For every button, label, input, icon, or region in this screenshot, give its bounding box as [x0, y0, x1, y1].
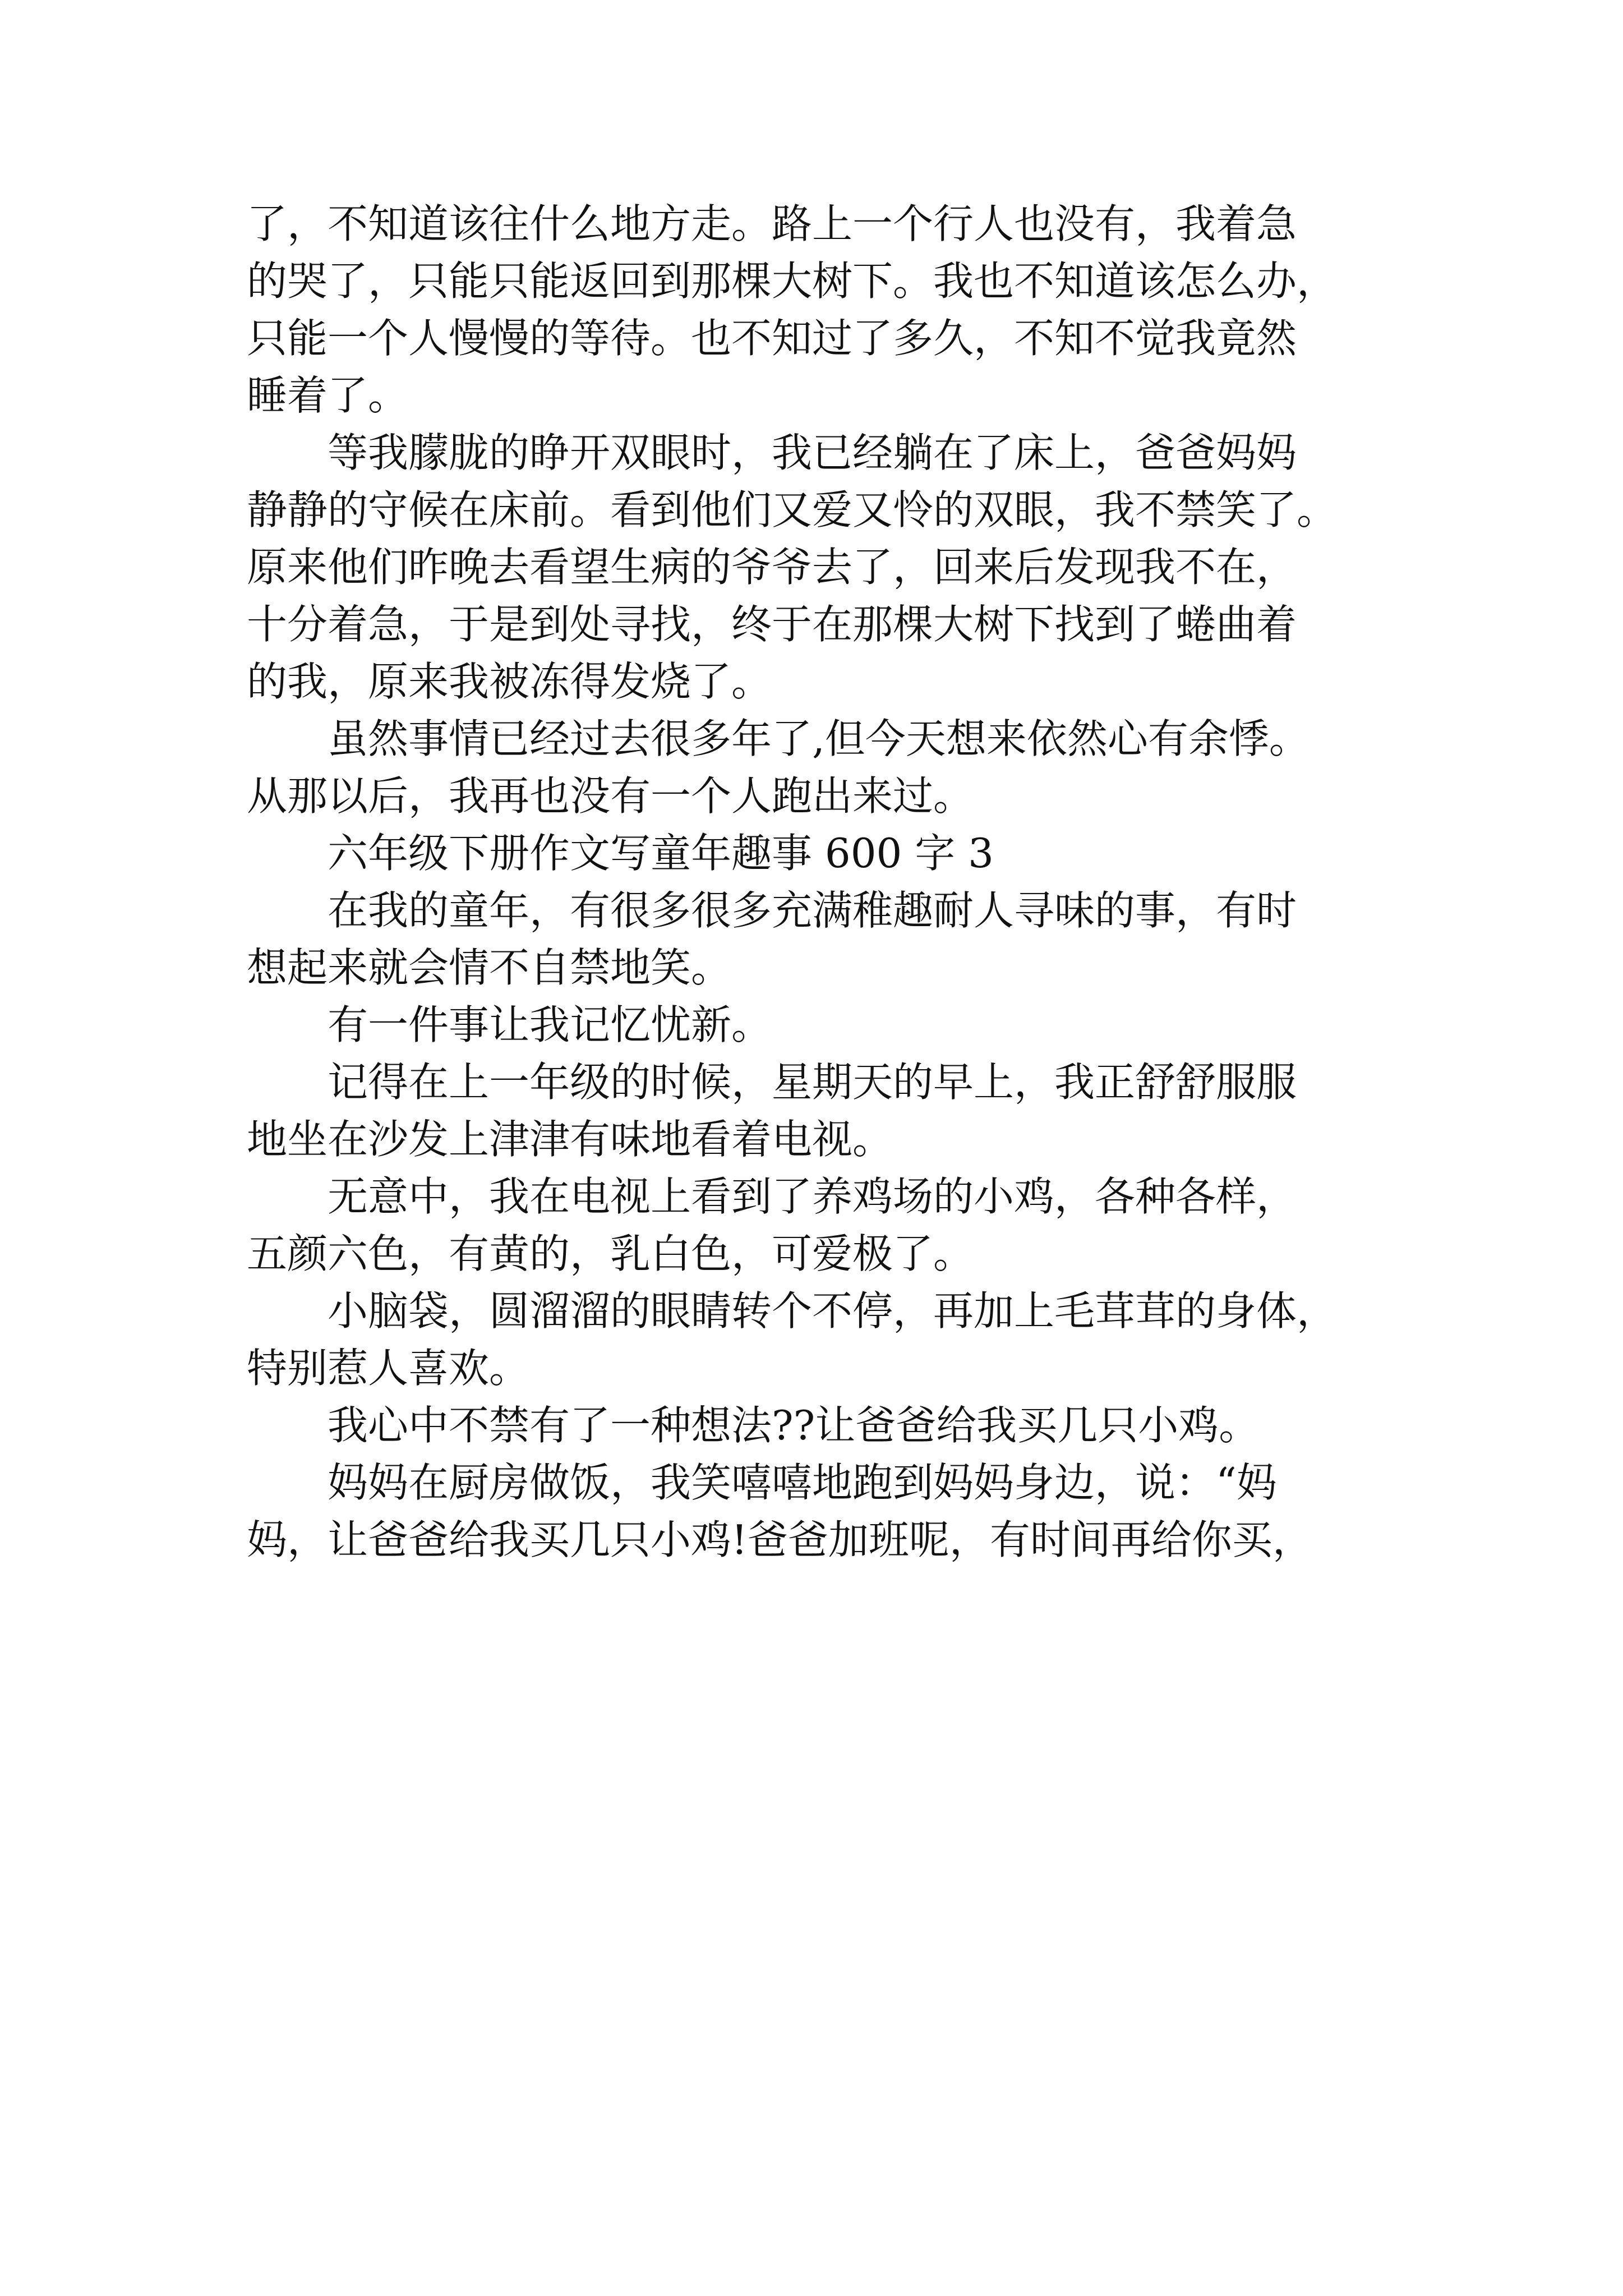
text-line: 的哭了，只能只能返回到那棵大树下。我也不知道该怎么办，: [247, 257, 1338, 305]
text-line: 等我朦胧的睁开双眼时，我已经躺在了床上，爸爸妈妈: [328, 429, 1297, 476]
text-line: 记得在上一年级的时候，星期天的早上，我正舒舒服服: [328, 1059, 1297, 1106]
text-line: 从那以后，我再也没有一个人跑出来过。: [247, 772, 974, 820]
text-line: 十分着急，于是到处寻找，终于在那棵大树下找到了蜷曲着: [247, 601, 1297, 648]
text-line: 小脑袋，圆溜溜的眼睛转个不停，再加上毛茸茸的身体，: [328, 1287, 1338, 1335]
text-line: 妈妈在厨房做饭，我笑嘻嘻地跑到妈妈身边，说：“妈: [328, 1459, 1277, 1506]
text-line: 静静的守候在床前。看到他们又爱又怜的双眼，我不禁笑了。: [247, 486, 1338, 533]
text-line: 无意中，我在电视上看到了养鸡场的小鸡，各种各样，: [328, 1173, 1297, 1220]
text-line: 只能一个人慢慢的等待。也不知过了多久，不知不觉我竟然: [247, 315, 1297, 362]
section-heading: 六年级下册作文写童年趣事 600 字 3: [328, 830, 994, 877]
text-line: 地坐在沙发上津津有味地看着电视。: [247, 1116, 893, 1163]
text-line: 在我的童年，有很多很多充满稚趣耐人寻味的事，有时: [328, 887, 1297, 934]
text-line: 的我，原来我被冻得发烧了。: [247, 658, 772, 705]
text-line: 了，不知道该往什么地方走。路上一个行人也没有，我着急: [247, 200, 1297, 247]
text-line: 我心中不禁有了一种想法??让爸爸给我买几只小鸡。: [328, 1402, 1260, 1449]
text-line: 妈，让爸爸给我买几只小鸡!爸爸加班呢，有时间再给你买，: [247, 1516, 1313, 1563]
text-line: 特别惹人喜欢。: [247, 1345, 530, 1392]
text-line: 五颜六色，有黄的，乳白色，可爱极了。: [247, 1230, 974, 1277]
document-body: [247, 195, 1385, 1568]
text-line: 虽然事情已经过去很多年了,但今天想来依然心有余悸。: [328, 715, 1310, 762]
text-line: 原来他们昨晚去看望生病的爷爷去了，回来后发现我不在，: [247, 544, 1297, 591]
text-line: 想起来就会情不自禁地笑。: [247, 944, 732, 991]
text-line: 有一件事让我记忆忧新。: [328, 1001, 772, 1048]
text-line: 睡着了。: [247, 372, 409, 419]
